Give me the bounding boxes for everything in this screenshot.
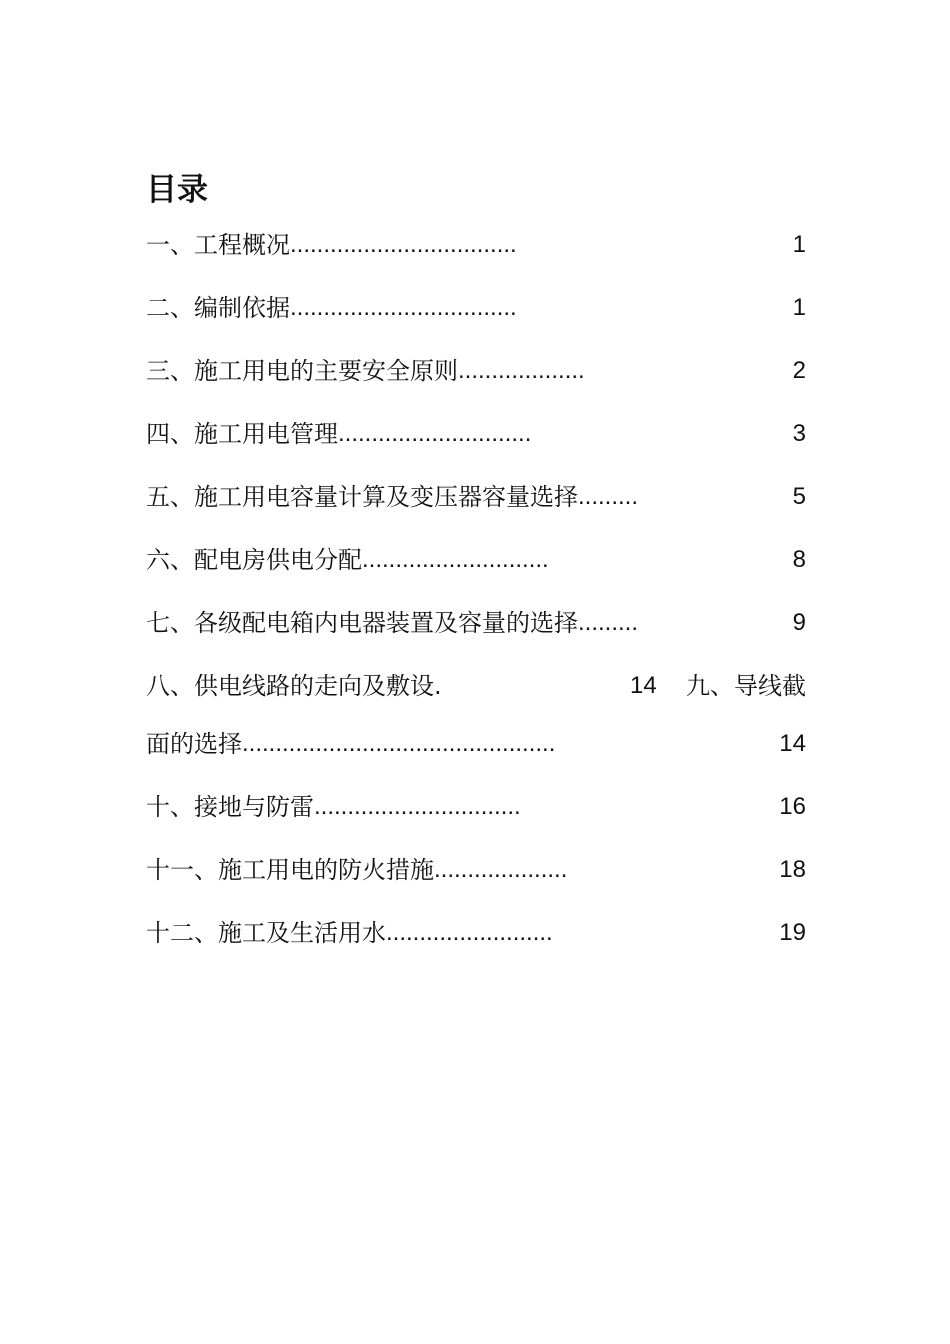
toc-entry[interactable] (146, 288, 806, 328)
toc-page-number: 2 (792, 357, 806, 384)
toc-entry-label: 八、供电线路的走向及敷设. (146, 672, 442, 700)
toc-entry[interactable] (146, 414, 806, 454)
toc-page-number: 9 (792, 609, 806, 636)
toc-entry-label: 十一、施工用电的防火措施 (146, 856, 434, 884)
toc-leader: ............................... (314, 793, 521, 820)
toc-entry-label: 十、接地与防雷 (146, 793, 314, 821)
toc-leader: .................... (434, 856, 568, 883)
toc-entry[interactable] (146, 850, 806, 890)
toc-leader: ......... (578, 609, 639, 636)
toc-leader: ......... (578, 483, 639, 510)
toc-entry-label: 二、编制依据 (146, 294, 290, 322)
toc-entry-label: 六、配电房供电分配 (146, 546, 362, 574)
toc-page-number: 19 (779, 919, 806, 946)
toc-entry-label: 一、工程概况 (146, 231, 290, 259)
toc-entry-label-continuation: 九、导线截 (686, 672, 806, 700)
toc-entry[interactable] (146, 225, 806, 265)
toc-entry[interactable] (146, 351, 806, 391)
toc-entry-label: 七、各级配电箱内电器装置及容量的选择 (146, 609, 578, 637)
toc-page-number: 18 (779, 856, 806, 883)
toc-page-number: 8 (792, 546, 806, 573)
toc-page-number: 5 (792, 483, 806, 510)
toc-entry[interactable] (146, 724, 806, 764)
toc-page-number: 3 (792, 420, 806, 447)
toc-page-number: 16 (779, 793, 806, 820)
toc-leader: .................................. (290, 294, 517, 321)
toc-title: 目录 (146, 172, 208, 208)
toc-entry[interactable] (146, 787, 806, 827)
toc-leader: ............................ (362, 546, 549, 573)
toc-leader: ............................. (338, 420, 532, 447)
toc-entry-label: 十二、施工及生活用水 (146, 919, 386, 947)
toc-entry[interactable] (146, 477, 806, 517)
toc-entry[interactable] (146, 540, 806, 580)
toc-entry-label: 五、施工用电容量计算及变压器容量选择 (146, 483, 578, 511)
toc-page-number: 14 (630, 672, 657, 699)
toc-leader: ................... (458, 357, 585, 384)
toc-entry[interactable] (146, 666, 806, 706)
toc-leader: ............................................... (242, 730, 556, 757)
toc-entry[interactable] (146, 603, 806, 643)
toc-leader: ......................... (386, 919, 553, 946)
toc-leader: .................................. (290, 231, 517, 258)
toc-entry-label: 四、施工用电管理 (146, 420, 338, 448)
toc-entry-label: 面的选择 (146, 730, 242, 758)
toc-entry[interactable] (146, 913, 806, 953)
toc-page-number: 14 (779, 730, 806, 757)
toc-page-number: 1 (792, 231, 806, 258)
toc-page-number: 1 (792, 294, 806, 321)
toc-entry-label: 三、施工用电的主要安全原则 (146, 357, 458, 385)
